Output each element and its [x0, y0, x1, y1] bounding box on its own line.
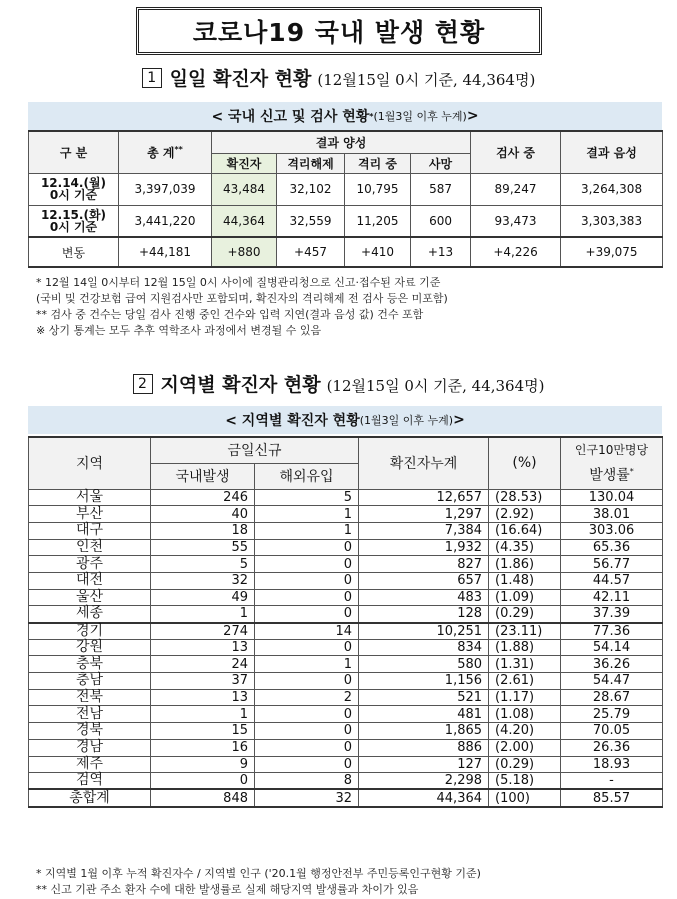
table-row	[29, 606, 663, 623]
rate-cell: 54.47	[561, 673, 663, 690]
overseas-cell: 0	[255, 756, 359, 773]
region-cell: 광주	[29, 556, 151, 573]
section1-caption-label: < 국내 신고 및 검사 현황	[211, 109, 370, 125]
table-row	[29, 639, 663, 656]
cumulative-cell: 127	[359, 756, 489, 773]
cumulative-cell: 483	[359, 589, 489, 606]
header-domestic: 국내발생	[151, 463, 255, 489]
region-cell: 전북	[29, 689, 151, 706]
rate-cell: 85.57	[561, 789, 663, 807]
cumulative-cell: 1,156	[359, 673, 489, 690]
cell-testing: 89,247	[471, 173, 561, 205]
table-row	[29, 522, 663, 539]
region-cell: 세종	[29, 606, 151, 623]
domestic-cell: 40	[151, 506, 255, 523]
regional-status-table	[28, 436, 663, 808]
region-cell: 검역	[29, 773, 151, 790]
cumulative-cell: 7,384	[359, 522, 489, 539]
section2-number: 2	[133, 374, 153, 394]
cell-total: 3,397,039	[119, 173, 212, 205]
cumulative-cell: 1,865	[359, 723, 489, 740]
overseas-cell: 14	[255, 623, 359, 640]
table-row	[29, 656, 663, 673]
domestic-cell: 37	[151, 673, 255, 690]
rate-cell: 26.36	[561, 739, 663, 756]
header-result-positive: 결과 양성	[212, 131, 471, 153]
cell-total: 3,441,220	[119, 205, 212, 237]
section2-caption-label: < 지역별 확진자 현황	[225, 413, 360, 429]
percent-cell: (0.29)	[489, 756, 561, 773]
cumulative-cell: 521	[359, 689, 489, 706]
rate-cell: 37.39	[561, 606, 663, 623]
overseas-cell: 1	[255, 656, 359, 673]
percent-cell: (28.53)	[489, 489, 561, 506]
cell-released: 32,102	[277, 173, 345, 205]
overseas-cell: 1	[255, 522, 359, 539]
overseas-cell: 0	[255, 723, 359, 740]
cumulative-cell: 657	[359, 572, 489, 589]
cumulative-cell: 886	[359, 739, 489, 756]
table-row	[29, 706, 663, 723]
percent-cell: (1.08)	[489, 706, 561, 723]
percent-cell: (1.86)	[489, 556, 561, 573]
change-row	[29, 237, 663, 267]
overseas-cell: 0	[255, 539, 359, 556]
rate-cell: 18.93	[561, 756, 663, 773]
domestic-cell: 13	[151, 689, 255, 706]
domestic-cell: 1	[151, 606, 255, 623]
section1-heading	[0, 64, 677, 91]
change-deaths: +13	[411, 237, 471, 267]
change-testing: +4,226	[471, 237, 561, 267]
rate-cell: -	[561, 773, 663, 790]
table-row	[29, 673, 663, 690]
table-row	[29, 723, 663, 740]
row-label: 12.15.(화) 0시 기준	[29, 205, 119, 237]
rate-cell: 25.79	[561, 706, 663, 723]
table-row	[29, 689, 663, 706]
header-cumulative: 확진자누계	[359, 437, 489, 489]
region-cell: 강원	[29, 639, 151, 656]
header-region: 지역	[29, 437, 151, 489]
header-confirmed: 확진자	[212, 153, 277, 173]
section1-caption-period: (1월3일 이후 누계)	[373, 110, 467, 123]
change-isolating: +410	[345, 237, 411, 267]
domestic-cell: 55	[151, 539, 255, 556]
percent-cell: (2.00)	[489, 739, 561, 756]
domestic-cell: 24	[151, 656, 255, 673]
rate-cell: 77.36	[561, 623, 663, 640]
overseas-cell: 0	[255, 589, 359, 606]
note-line: (국비 및 건강보험 급여 지원검사만 포함되며, 확진자의 격리해제 전 검사 등은 미포함)	[36, 292, 448, 305]
document-title-text: 코로나19 국내 발생 현황	[192, 18, 486, 47]
header-rate: 인구10만명당 발생률*	[561, 437, 663, 489]
domestic-cell: 0	[151, 773, 255, 790]
domestic-cell: 9	[151, 756, 255, 773]
total-row	[29, 789, 663, 807]
region-cell: 부산	[29, 506, 151, 523]
percent-cell: (0.29)	[489, 606, 561, 623]
section1-caption-end: >	[466, 108, 479, 124]
overseas-cell: 0	[255, 706, 359, 723]
table-row	[29, 205, 663, 237]
overseas-cell: 0	[255, 639, 359, 656]
header-overseas: 해외유입	[255, 463, 359, 489]
cell-released: 32,559	[277, 205, 345, 237]
change-confirmed: +880	[212, 237, 277, 267]
domestic-cell: 848	[151, 789, 255, 807]
change-total: +44,181	[119, 237, 212, 267]
cumulative-cell: 128	[359, 606, 489, 623]
row-label: 12.14.(월) 0시 기준	[29, 173, 119, 205]
percent-cell: (23.11)	[489, 623, 561, 640]
percent-cell: (2.92)	[489, 506, 561, 523]
rate-cell: 42.11	[561, 589, 663, 606]
table-row	[29, 773, 663, 790]
table-row	[29, 506, 663, 523]
table-row	[29, 556, 663, 573]
region-cell: 총합계	[29, 789, 151, 807]
header-isolating: 격리 중	[345, 153, 411, 173]
section2-heading	[0, 370, 677, 397]
note-line: * 지역별 1월 이후 누적 확진자수 / 지역별 인구 ('20.1월 행정안전부 주민등록인구현황 기준)	[36, 867, 481, 880]
overseas-cell: 0	[255, 673, 359, 690]
rate-cell: 44.57	[561, 572, 663, 589]
rate-cell: 303.06	[561, 522, 663, 539]
rate-cell: 38.01	[561, 506, 663, 523]
section2-subtitle: (12월15일 0시 기준, 44,364명)	[326, 377, 545, 395]
cell-negative: 3,303,383	[561, 205, 663, 237]
overseas-cell: 5	[255, 489, 359, 506]
percent-cell: (4.20)	[489, 723, 561, 740]
cumulative-cell: 44,364	[359, 789, 489, 807]
header-percent: (%)	[489, 437, 561, 489]
cell-isolating: 10,795	[345, 173, 411, 205]
region-cell: 전남	[29, 706, 151, 723]
section1-title: 일일 확진자 현황	[169, 68, 312, 90]
cumulative-cell: 1,297	[359, 506, 489, 523]
region-cell: 경기	[29, 623, 151, 640]
header-released: 격리해제	[277, 153, 345, 173]
rate-cell: 130.04	[561, 489, 663, 506]
region-cell: 울산	[29, 589, 151, 606]
overseas-cell: 0	[255, 739, 359, 756]
cumulative-cell: 481	[359, 706, 489, 723]
region-cell: 충남	[29, 673, 151, 690]
header-negative: 결과 음성	[561, 131, 663, 173]
region-cell: 경남	[29, 739, 151, 756]
region-cell: 서울	[29, 489, 151, 506]
percent-cell: (1.09)	[489, 589, 561, 606]
table-row	[29, 739, 663, 756]
percent-cell: (1.17)	[489, 689, 561, 706]
rate-cell: 56.77	[561, 556, 663, 573]
domestic-cell: 246	[151, 489, 255, 506]
overseas-cell: 0	[255, 572, 359, 589]
percent-cell: (1.31)	[489, 656, 561, 673]
overseas-cell: 0	[255, 556, 359, 573]
percent-cell: (100)	[489, 789, 561, 807]
section1-caption-star: *	[369, 111, 374, 121]
rate-cell: 54.14	[561, 639, 663, 656]
table-row	[29, 756, 663, 773]
section2-notes	[36, 866, 481, 898]
cumulative-cell: 834	[359, 639, 489, 656]
table-row	[29, 623, 663, 640]
region-cell: 충북	[29, 656, 151, 673]
cell-isolating: 11,205	[345, 205, 411, 237]
cumulative-cell: 1,932	[359, 539, 489, 556]
domestic-cell: 274	[151, 623, 255, 640]
header-total: 총 계**	[119, 131, 212, 173]
cumulative-cell: 2,298	[359, 773, 489, 790]
section1-number: 1	[142, 68, 162, 88]
section1-caption-bar	[28, 102, 662, 130]
overseas-cell: 8	[255, 773, 359, 790]
cell-negative: 3,264,308	[561, 173, 663, 205]
cell-deaths: 600	[411, 205, 471, 237]
domestic-cell: 32	[151, 572, 255, 589]
rate-cell: 70.05	[561, 723, 663, 740]
cell-deaths: 587	[411, 173, 471, 205]
percent-cell: (1.88)	[489, 639, 561, 656]
overseas-cell: 2	[255, 689, 359, 706]
table-row	[29, 173, 663, 205]
table-row	[29, 489, 663, 506]
percent-cell: (5.18)	[489, 773, 561, 790]
cumulative-cell: 580	[359, 656, 489, 673]
note-line: * 12월 14일 0시부터 12월 15일 0시 사이에 질병관리청으로 신고·접수된 자료 기준	[36, 276, 441, 289]
header-category: 구 분	[29, 131, 119, 173]
percent-cell: (16.64)	[489, 522, 561, 539]
cumulative-cell: 827	[359, 556, 489, 573]
cell-testing: 93,473	[471, 205, 561, 237]
percent-cell: (4.35)	[489, 539, 561, 556]
cell-confirmed: 44,364	[212, 205, 277, 237]
header-deaths: 사망	[411, 153, 471, 173]
note-line: ** 검사 중 건수는 당일 검사 진행 중인 건수와 입력 지연(결과 음성 값) 건수 포함	[36, 308, 424, 321]
section2-caption-period: (1월3일 이후 누계)	[359, 414, 454, 427]
percent-cell: (1.48)	[489, 572, 561, 589]
domestic-cell: 49	[151, 589, 255, 606]
table-row	[29, 539, 663, 556]
overseas-cell: 0	[255, 606, 359, 623]
cumulative-cell: 12,657	[359, 489, 489, 506]
change-released: +457	[277, 237, 345, 267]
note-line: ※ 상기 통계는 모두 추후 역학조사 과정에서 변경될 수 있음	[36, 324, 322, 337]
domestic-cell: 18	[151, 522, 255, 539]
daily-status-table	[28, 130, 663, 268]
rate-cell: 36.26	[561, 656, 663, 673]
header-today: 금일신규	[151, 437, 359, 463]
region-cell: 경북	[29, 723, 151, 740]
section2-caption-bar	[28, 406, 662, 434]
table-row	[29, 572, 663, 589]
change-negative: +39,075	[561, 237, 663, 267]
cumulative-cell: 10,251	[359, 623, 489, 640]
percent-cell: (2.61)	[489, 673, 561, 690]
header-testing: 검사 중	[471, 131, 561, 173]
rate-cell: 28.67	[561, 689, 663, 706]
domestic-cell: 1	[151, 706, 255, 723]
section1-notes	[36, 275, 448, 339]
overseas-cell: 32	[255, 789, 359, 807]
document-title	[136, 7, 542, 55]
region-cell: 대구	[29, 522, 151, 539]
section1-subtitle: (12월15일 0시 기준, 44,364명)	[317, 71, 536, 89]
table-row	[29, 589, 663, 606]
region-cell: 제주	[29, 756, 151, 773]
section2-title: 지역별 확진자 현황	[160, 374, 321, 396]
region-cell: 인천	[29, 539, 151, 556]
domestic-cell: 16	[151, 739, 255, 756]
change-label: 변동	[29, 237, 119, 267]
domestic-cell: 15	[151, 723, 255, 740]
note-line: ** 신고 기관 주소 환자 수에 대한 발생률로 실제 해당지역 발생률과 차이가 있음	[36, 883, 419, 896]
section2-caption-end: >	[453, 412, 465, 428]
domestic-cell: 13	[151, 639, 255, 656]
domestic-cell: 5	[151, 556, 255, 573]
cell-confirmed: 43,484	[212, 173, 277, 205]
overseas-cell: 1	[255, 506, 359, 523]
region-cell: 대전	[29, 572, 151, 589]
rate-cell: 65.36	[561, 539, 663, 556]
